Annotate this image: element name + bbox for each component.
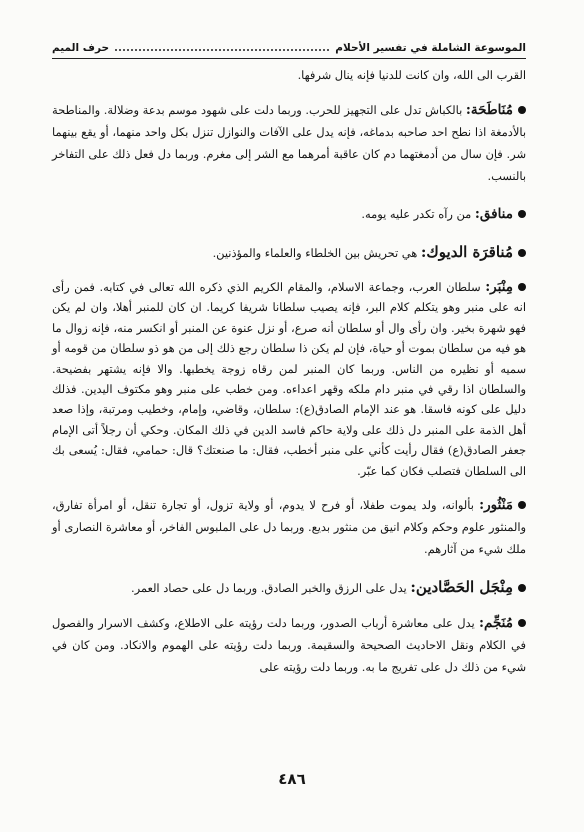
bullet-icon	[518, 106, 526, 114]
entry-munataha	[52, 99, 526, 187]
entry-minbar	[52, 277, 526, 481]
entry-term: مَنْثُور:	[479, 497, 513, 514]
entry-manthur	[52, 494, 526, 560]
bullet-icon	[518, 619, 526, 627]
entry-text: يدل على معاشرة أرباب الصدور، وربما دلت رؤيته على الاطلاع، وكشف الاسرار والفصول في الكلام ونقل الاحاديث الصحيحة والسقيمة. وربما دلت رؤيته على الهموم والانكاد. ومن كان في شيء من ذلك دل على تفريج ما به. وربما دلت رؤيته على	[52, 616, 526, 675]
page-number: ٤٨٦	[278, 770, 306, 788]
header-chapter: حرف الميم	[52, 42, 110, 54]
entry-text: من رآه تكدر عليه يومه.	[361, 207, 475, 221]
header-rule	[52, 58, 526, 59]
paragraph-text: القرب الى الله، وان كانت للدنيا فإنه ينال شرفها.	[297, 68, 526, 82]
header-book-title: الموسوعة الشاملة في تفسير الأحلام	[335, 42, 526, 54]
running-header	[52, 34, 526, 54]
entry-text: سلطان العرب، وجماعة الاسلام، والمقام الكريم الذي ذكره الله تعالى في كتابه. فمن رأى انه على منبر وهو يتكلم كلام البر، فإنه يصيب سلطانا شريفا كريما. ان كان للمنبر أهلا، وان لم يكن فهو شهرة بخير. وان رأى وال أو سلطان أنه صرع، أو نزل عنوة عن المنبر أو انكسر منه، فإنه زوال ما هو فيه من سلطان بموت أو حياة، فإن لم يكن ذا سلطان رجع ذلك إلى من هو ذو سلطان من قومه أو سميه أو نظيره من الناس. وربما كان المنبر لمن رقاه زوجة يخطبها. والا فإنه يشتهر بفضيحة. والسلطان اذا رقي في منبر دام ملكه وقهر اعداءه. ومن خطب على منبر وهو مكتوف اليدين. فذلك دليل على كونه فاسقا. هو عند الإمام الصادق(ع): سلطان، وقاضي، وإمام، وخطيب ومرتبة، وإذا صعد أهل الذمة على المنبر دل ذلك على ولاية حاكم فاسد الدين في ذلك المكان. وحكي أن رجلاً أتى الإمام جعفر الصادق(ع) فقال رأيت كأني على منبر أخطب، فقال: ما صنعتك؟ قال: حمامي، فقال: يُسعى بك الى السلطان فتصلب فكان كما عبّر.	[52, 280, 526, 478]
entry-text: بالكباش تدل على التجهيز للحرب. وربما دلت على شهود موسم بدعة وضلالة. والمناطحة بالأدمغة اذا نطح احد صاحبه بدماغه، فإنه يدل على الآفات والنوازل تنزل بكل واحد منهما، أو يقع بينهما شر. فإن سال من أدمغتهما دم كان عاقبة أمرهما مع الشر إلى مغرم. وربما دل فعل ذلك على التفاخر بالنسب.	[52, 103, 526, 183]
paragraph-continuation	[52, 64, 526, 86]
entry-term: منافق:	[474, 206, 513, 222]
entry-term: مُنَجِّم:	[479, 615, 513, 632]
entry-term: مِنْجَل الحَصَّادين:	[410, 578, 513, 597]
entry-minjal-al-hassadin	[52, 576, 526, 599]
page-body	[52, 64, 526, 764]
entry-term: مُنَاطَحَة:	[465, 102, 513, 118]
bullet-icon	[518, 249, 526, 257]
entry-text: يدل على الرزق والخبر الصادق. وربما دل على حصاد العمر.	[130, 581, 411, 596]
bullet-icon	[518, 584, 526, 592]
entry-munajjim	[52, 612, 526, 678]
entry-term: مِنْبَر:	[485, 279, 513, 295]
entry-munafiq	[52, 203, 526, 225]
bullet-icon	[518, 501, 526, 509]
entry-text: بألوانه، ولد يموت طفلا، أو فرح لا يدوم، أو ولاية تزول، أو تجارة تنقل، أو امرأة تفارق، والمنثور علوم وحكم وكلام انيق من منثور بديع. وربما دل على الملبوس الفاخر، أو معاشرة النصارى أو ملك شيء من آثارهم.	[52, 498, 526, 557]
header-dot-leader	[115, 49, 329, 51]
entry-term: مُناقرَة الديوك:	[420, 243, 513, 261]
entry-text: هي تحريش بين الخلطاء والعلماء والمؤذنين.	[212, 246, 421, 260]
bullet-icon	[518, 283, 526, 291]
bullet-icon	[518, 210, 526, 218]
entry-munaqarat-al-duyuk	[52, 241, 526, 264]
